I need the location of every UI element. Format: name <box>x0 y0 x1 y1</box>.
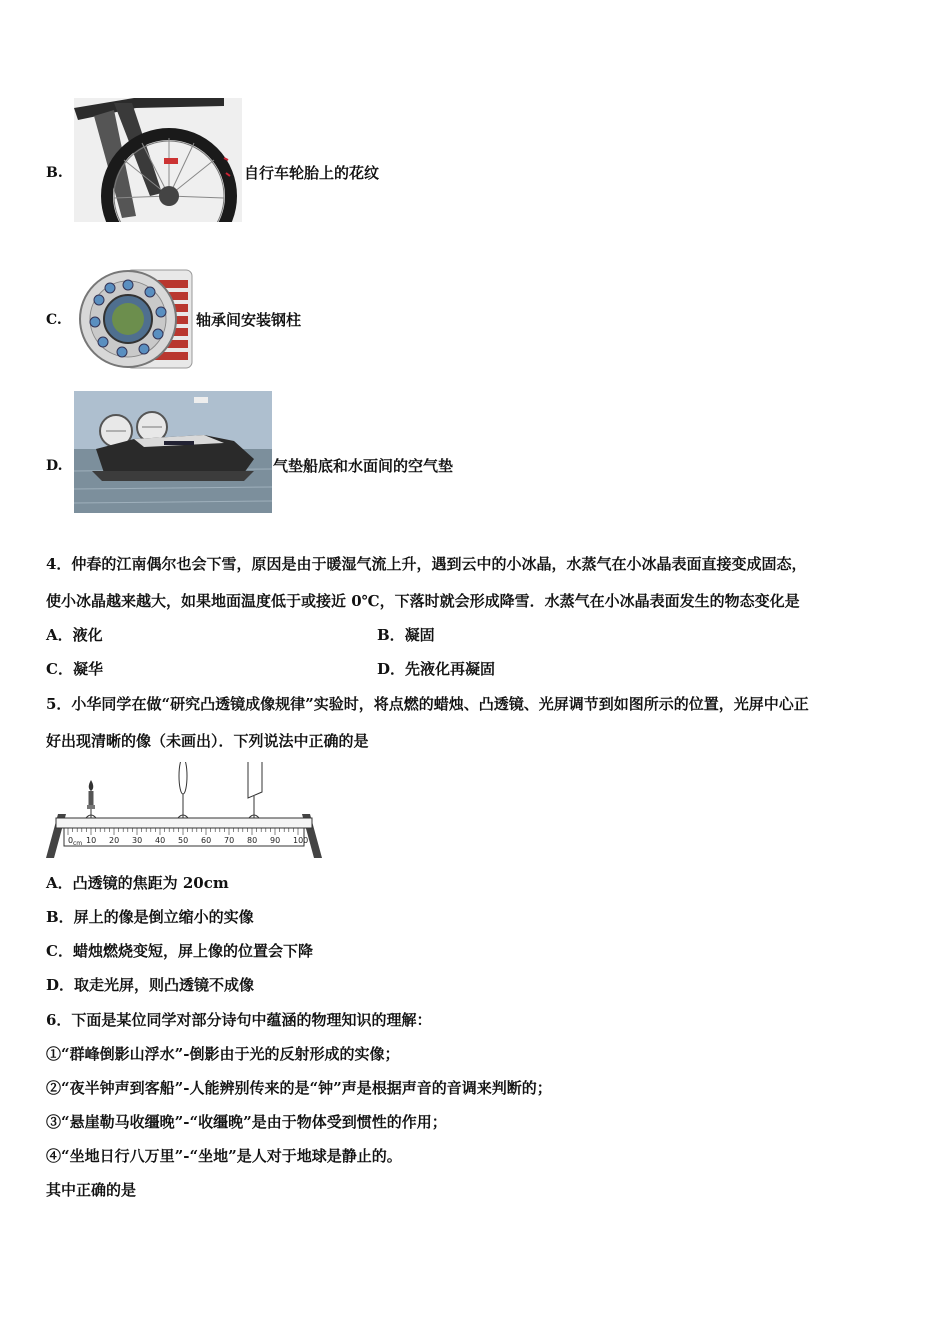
q5-stem-line1: 5．小华同学在做“研究凸透镜成像规律”实验时，将点燃的蜡烛、凸透镜、光屏调节到如图所示的位置，光屏中心正 <box>46 695 809 713</box>
q6-item-1: ①“群峰倒影山浮水”-倒影由于光的反射形成的实像； <box>46 1045 400 1063</box>
q4-stem-line1: 4．仲春的江南偶尔也会下雪，原因是由于暖湿气流上升，遇到云中的小冰晶，水蒸气在小冰晶表面直接变成固态， <box>46 555 807 573</box>
bench-tick-label: 30 <box>132 836 143 845</box>
hovercraft-photo <box>74 391 272 513</box>
option-b-letter: B. <box>46 165 63 181</box>
option-d-text: 气垫船底和水面间的空气垫 <box>273 457 454 475</box>
option-b-text: 自行车轮胎上的花纹 <box>244 164 380 182</box>
q4-stem-line2: 使小冰晶越来越大，如果地面温度低于或接近 0℃，下落时就会形成降雪．水蒸气在小冰晶表面发生的物态变化是 <box>46 592 800 610</box>
q4-option-b: B．凝固 <box>377 626 435 644</box>
bench-tick-label: 90 <box>270 836 281 845</box>
q6-tail: 其中正确的是 <box>46 1181 137 1199</box>
q5-stem-line2: 好出现清晰的像（未画出）．下列说法中正确的是 <box>46 732 369 750</box>
q4-option-a: A．液化 <box>46 626 103 644</box>
bearing-photo <box>76 262 196 376</box>
q5-option-d: D．取走光屏，则凸透镜不成像 <box>46 976 255 994</box>
q5-option-b: B．屏上的像是倒立缩小的实像 <box>46 908 254 926</box>
bench-tick-label: 80 <box>247 836 258 845</box>
option-c-text: 轴承间安装钢柱 <box>196 311 302 329</box>
q5-option-c: C．蜡烛燃烧变短，屏上像的位置会下降 <box>46 942 313 960</box>
light-screen <box>248 762 262 818</box>
q5-option-a: A．凸透镜的焦距为 20cm <box>46 874 229 892</box>
bench-tick-label: 50 <box>178 836 189 845</box>
option-c-letter: C. <box>46 312 62 328</box>
bench-unit: cm <box>73 840 83 847</box>
q6-item-2: ②“夜半钟声到客船”-人能辨别传来的是“钟”声是根据声音的音调来判断的； <box>46 1079 552 1097</box>
bench-tick-label: 70 <box>224 836 235 845</box>
q6-item-3: ③“悬崖勒马收缰晚”-“收缰晚”是由于物体受到惯性的作用； <box>46 1113 447 1131</box>
q4-option-c: C．凝华 <box>46 660 103 678</box>
bench-tick-label: 100 <box>293 836 309 845</box>
bench-tick-label: 60 <box>201 836 212 845</box>
q6-stem: 6．下面是某位同学对部分诗句中蕴涵的物理知识的理解： <box>46 1011 432 1029</box>
bench-tick-label: 20 <box>109 836 120 845</box>
optical-bench-figure <box>44 762 324 862</box>
candle <box>86 780 96 818</box>
option-d-letter: D. <box>46 458 63 474</box>
bench-tick-label: 10 <box>86 836 97 845</box>
convex-lens <box>178 762 188 818</box>
q4-option-d: D．先液化再凝固 <box>377 660 496 678</box>
bench-rail <box>56 818 312 828</box>
bench-tick-label: 0 <box>68 836 74 845</box>
bicycle-tire-photo <box>74 98 242 222</box>
q6-item-4: ④“坐地日行八万里”-“坐地”是人对于地球是静止的。 <box>46 1147 402 1165</box>
bench-tick-label: 40 <box>155 836 166 845</box>
